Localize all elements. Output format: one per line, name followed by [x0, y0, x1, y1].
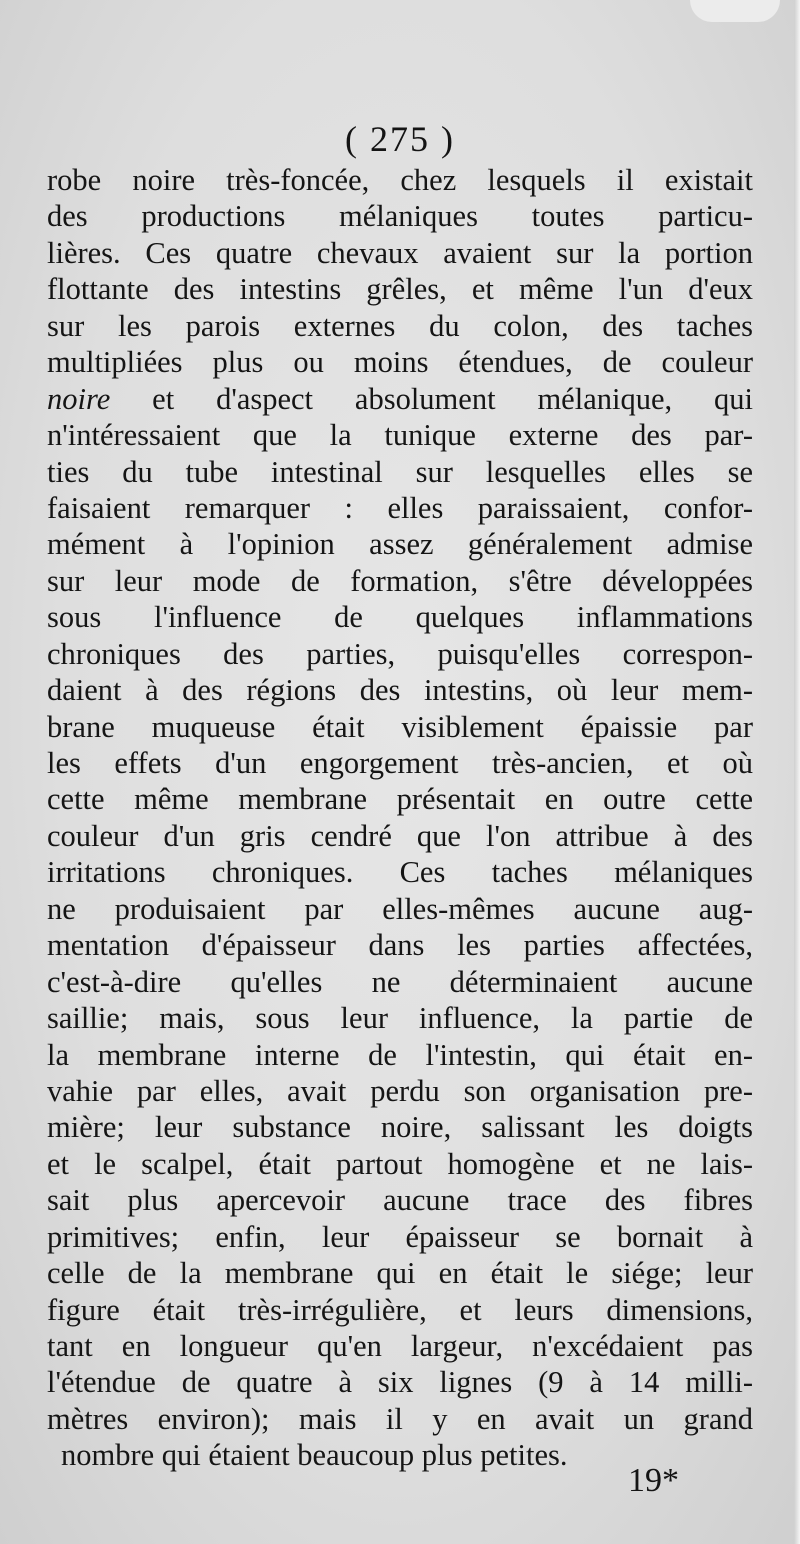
text-line: mière; leur substance noire, salissant les doigts	[47, 1110, 753, 1145]
paper-stain	[690, 0, 780, 22]
italic-word: noire	[47, 381, 111, 416]
text-line: ne produisaient par elles-mêmes aucune aug-	[47, 891, 753, 926]
text-line: primitives; enfin, leur épaisseur se bornait à	[47, 1219, 753, 1254]
text-line: sous l'influence de quelques inflammations	[47, 600, 753, 635]
text-line: faisaient remarquer : elles paraissaient, confor-	[47, 490, 753, 525]
text-line: c'est-à-dire qu'elles ne déterminaient aucune	[47, 964, 753, 999]
text-line: multipliées plus ou moins étendues, de couleur	[47, 345, 753, 380]
text-line: chroniques des parties, puisqu'elles correspon-	[47, 636, 753, 671]
text-line: la membrane interne de l'intestin, qui était en-	[47, 1037, 753, 1072]
text-line: daient à des régions des intestins, où leur mem-	[47, 673, 753, 708]
page-edge	[794, 0, 800, 1544]
text-line: robe noire très-foncée, chez lesquels il existait	[47, 163, 753, 197]
text-line: cette même membrane présentait en outre cette	[47, 782, 753, 817]
text-line: sur les parois externes du colon, des taches	[47, 308, 753, 343]
text-line: ties du tube intestinal sur lesquelles elles se	[47, 454, 753, 489]
text-line: nombre qui étaient beaucoup plus petites.	[61, 1438, 568, 1473]
text-line: sait plus apercevoir aucune trace des fibres	[47, 1183, 753, 1218]
text-line: et le scalpel, était partout homogène et ne lais-	[47, 1146, 753, 1181]
text-line: tant en longueur qu'en largeur, n'excédaient pas	[47, 1329, 753, 1363]
text-line: noire et d'aspect absolument mélanique, qui	[47, 381, 753, 416]
text-line: lières. Ces quatre chevaux avaient sur la portion	[47, 235, 753, 270]
text-line: brane muqueuse était visiblement épaissie par	[47, 709, 753, 744]
page-number: ( 275 )	[345, 119, 455, 159]
text-line: sur leur mode de formation, s'être développées	[47, 563, 753, 598]
text-line: n'intéressaient que la tunique externe des par-	[47, 418, 753, 453]
text-line: celle de la membrane qui en était le siége; leur	[47, 1256, 753, 1291]
text-line: l'étendue de quatre à six lignes (9 à 14 milli-	[47, 1365, 753, 1400]
text-line: vahie par elles, avait perdu son organisation pre-	[47, 1073, 753, 1108]
text-line: saillie; mais, sous leur influence, la partie de	[47, 1001, 753, 1036]
text-line: couleur d'un gris cendré que l'on attribue à des	[47, 818, 753, 853]
text-line: des productions mélaniques toutes particu-	[47, 199, 753, 234]
text-line: flottante des intestins grêles, et même l'un d'eux	[47, 272, 753, 307]
text-line: figure était très-irrégulière, et leurs dimensions,	[47, 1292, 753, 1327]
text-line: les effets d'un engorgement très-ancien, et où	[47, 746, 753, 780]
text-line: mètres environ); mais il y en avait un grand	[47, 1401, 753, 1436]
text-line: mément à l'opinion assez généralement admise	[47, 527, 753, 562]
signature-mark: 19*	[628, 1462, 679, 1499]
body-text	[47, 162, 753, 1474]
text-line: mentation d'épaisseur dans les parties affectées,	[47, 928, 753, 963]
text-line: irritations chroniques. Ces taches mélaniques	[47, 855, 753, 890]
